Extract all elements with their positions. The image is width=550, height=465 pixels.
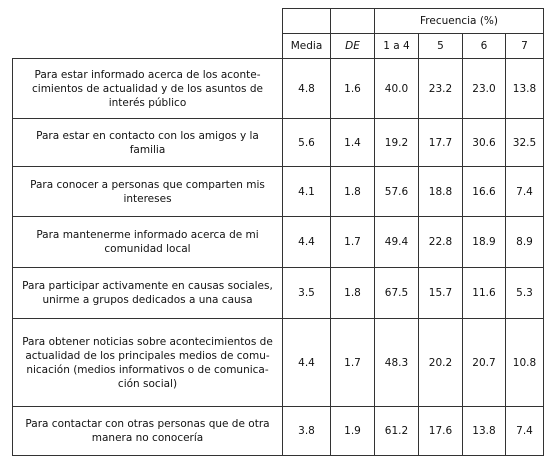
column-header-de: DE xyxy=(331,34,375,59)
label-line: Para estar informado acerca de los aconte- xyxy=(34,68,261,81)
empty-header-cell xyxy=(331,9,375,34)
cell-media: 4.1 xyxy=(283,167,331,217)
column-header-5: 5 xyxy=(419,34,463,59)
cell-5: 15.7 xyxy=(419,268,463,319)
cell-de: 1.7 xyxy=(331,217,375,268)
cell-6: 11.6 xyxy=(463,268,506,319)
table-row xyxy=(13,217,544,268)
cell-5: 18.8 xyxy=(419,167,463,217)
table-container xyxy=(12,8,544,456)
label-line: comunidad local xyxy=(104,243,191,255)
table-row xyxy=(13,119,544,167)
label-line: unirme a grupos dedicados a una causa xyxy=(42,294,253,306)
cell-media: 3.5 xyxy=(283,268,331,319)
row-label xyxy=(13,167,283,217)
label-line: Para participar activamente en causas sociales, xyxy=(22,280,273,292)
cell-7: 32.5 xyxy=(506,119,544,167)
cell-media: 5.6 xyxy=(283,119,331,167)
label-line: Para conocer a personas que comparten mis xyxy=(30,178,265,191)
cell-7: 10.8 xyxy=(506,319,544,407)
cell-media: 3.8 xyxy=(283,407,331,456)
cell-6: 13.8 xyxy=(463,407,506,456)
label-line: Para mantenerme informado acerca de mi xyxy=(36,229,259,241)
label-line: intereses xyxy=(123,192,172,205)
row-label xyxy=(13,268,283,319)
cell-de: 1.4 xyxy=(331,119,375,167)
label-line: interés público xyxy=(108,96,187,109)
cell-5: 17.6 xyxy=(419,407,463,456)
label-line: actualidad de los principales medios de comu- xyxy=(25,349,270,362)
column-header-7: 7 xyxy=(506,34,544,59)
label-line: manera no conocería xyxy=(91,432,204,444)
cell-5: 22.8 xyxy=(419,217,463,268)
cell-6: 18.9 xyxy=(463,217,506,268)
cell-de: 1.9 xyxy=(331,407,375,456)
column-header-1-a-4: 1 a 4 xyxy=(375,34,419,59)
empty-header-cell xyxy=(283,9,331,34)
label-line: Para estar en contacto con los amigos y la xyxy=(36,129,259,142)
label-line: ción social) xyxy=(117,377,178,390)
cell-1-a-4: 19.2 xyxy=(375,119,419,167)
frequency-table xyxy=(12,8,544,456)
label-line: Para obtener noticias sobre acontecimientos de xyxy=(22,335,273,348)
cell-6: 20.7 xyxy=(463,319,506,407)
cell-6: 16.6 xyxy=(463,167,506,217)
table-row xyxy=(13,407,544,456)
row-label xyxy=(13,59,283,119)
cell-7: 7.4 xyxy=(506,167,544,217)
cell-7: 8.9 xyxy=(506,217,544,268)
cell-5: 20.2 xyxy=(419,319,463,407)
label-line: familia xyxy=(129,143,166,156)
row-label xyxy=(13,217,283,268)
cell-1-a-4: 61.2 xyxy=(375,407,419,456)
cell-5: 23.2 xyxy=(419,59,463,119)
table-row xyxy=(13,167,544,217)
cell-media: 4.4 xyxy=(283,319,331,407)
cell-1-a-4: 67.5 xyxy=(375,268,419,319)
cell-7: 13.8 xyxy=(506,59,544,119)
corner-cell xyxy=(13,9,283,59)
cell-de: 1.6 xyxy=(331,59,375,119)
cell-de: 1.8 xyxy=(331,167,375,217)
cell-5: 17.7 xyxy=(419,119,463,167)
cell-de: 1.7 xyxy=(331,319,375,407)
column-header-6: 6 xyxy=(463,34,506,59)
cell-1-a-4: 40.0 xyxy=(375,59,419,119)
row-label xyxy=(13,407,283,456)
cell-media: 4.4 xyxy=(283,217,331,268)
cell-6: 30.6 xyxy=(463,119,506,167)
cell-de: 1.8 xyxy=(331,268,375,319)
row-label xyxy=(13,319,283,407)
cell-1-a-4: 57.6 xyxy=(375,167,419,217)
column-header-media: Media xyxy=(283,34,331,59)
table-row xyxy=(13,268,544,319)
cell-7: 5.3 xyxy=(506,268,544,319)
cell-7: 7.4 xyxy=(506,407,544,456)
table-row xyxy=(13,319,544,407)
label-line: cimientos de actualidad y de los asuntos de xyxy=(32,82,263,95)
cell-1-a-4: 48.3 xyxy=(375,319,419,407)
cell-6: 23.0 xyxy=(463,59,506,119)
label-line: Para contactar con otras personas que de otra xyxy=(25,418,270,430)
cell-media: 4.8 xyxy=(283,59,331,119)
label-line: nicación (medios informativos o de comunica- xyxy=(26,363,269,376)
row-label xyxy=(13,119,283,167)
frequency-group-header: Frecuencia (%) xyxy=(375,9,544,34)
cell-1-a-4: 49.4 xyxy=(375,217,419,268)
table-row xyxy=(13,59,544,119)
